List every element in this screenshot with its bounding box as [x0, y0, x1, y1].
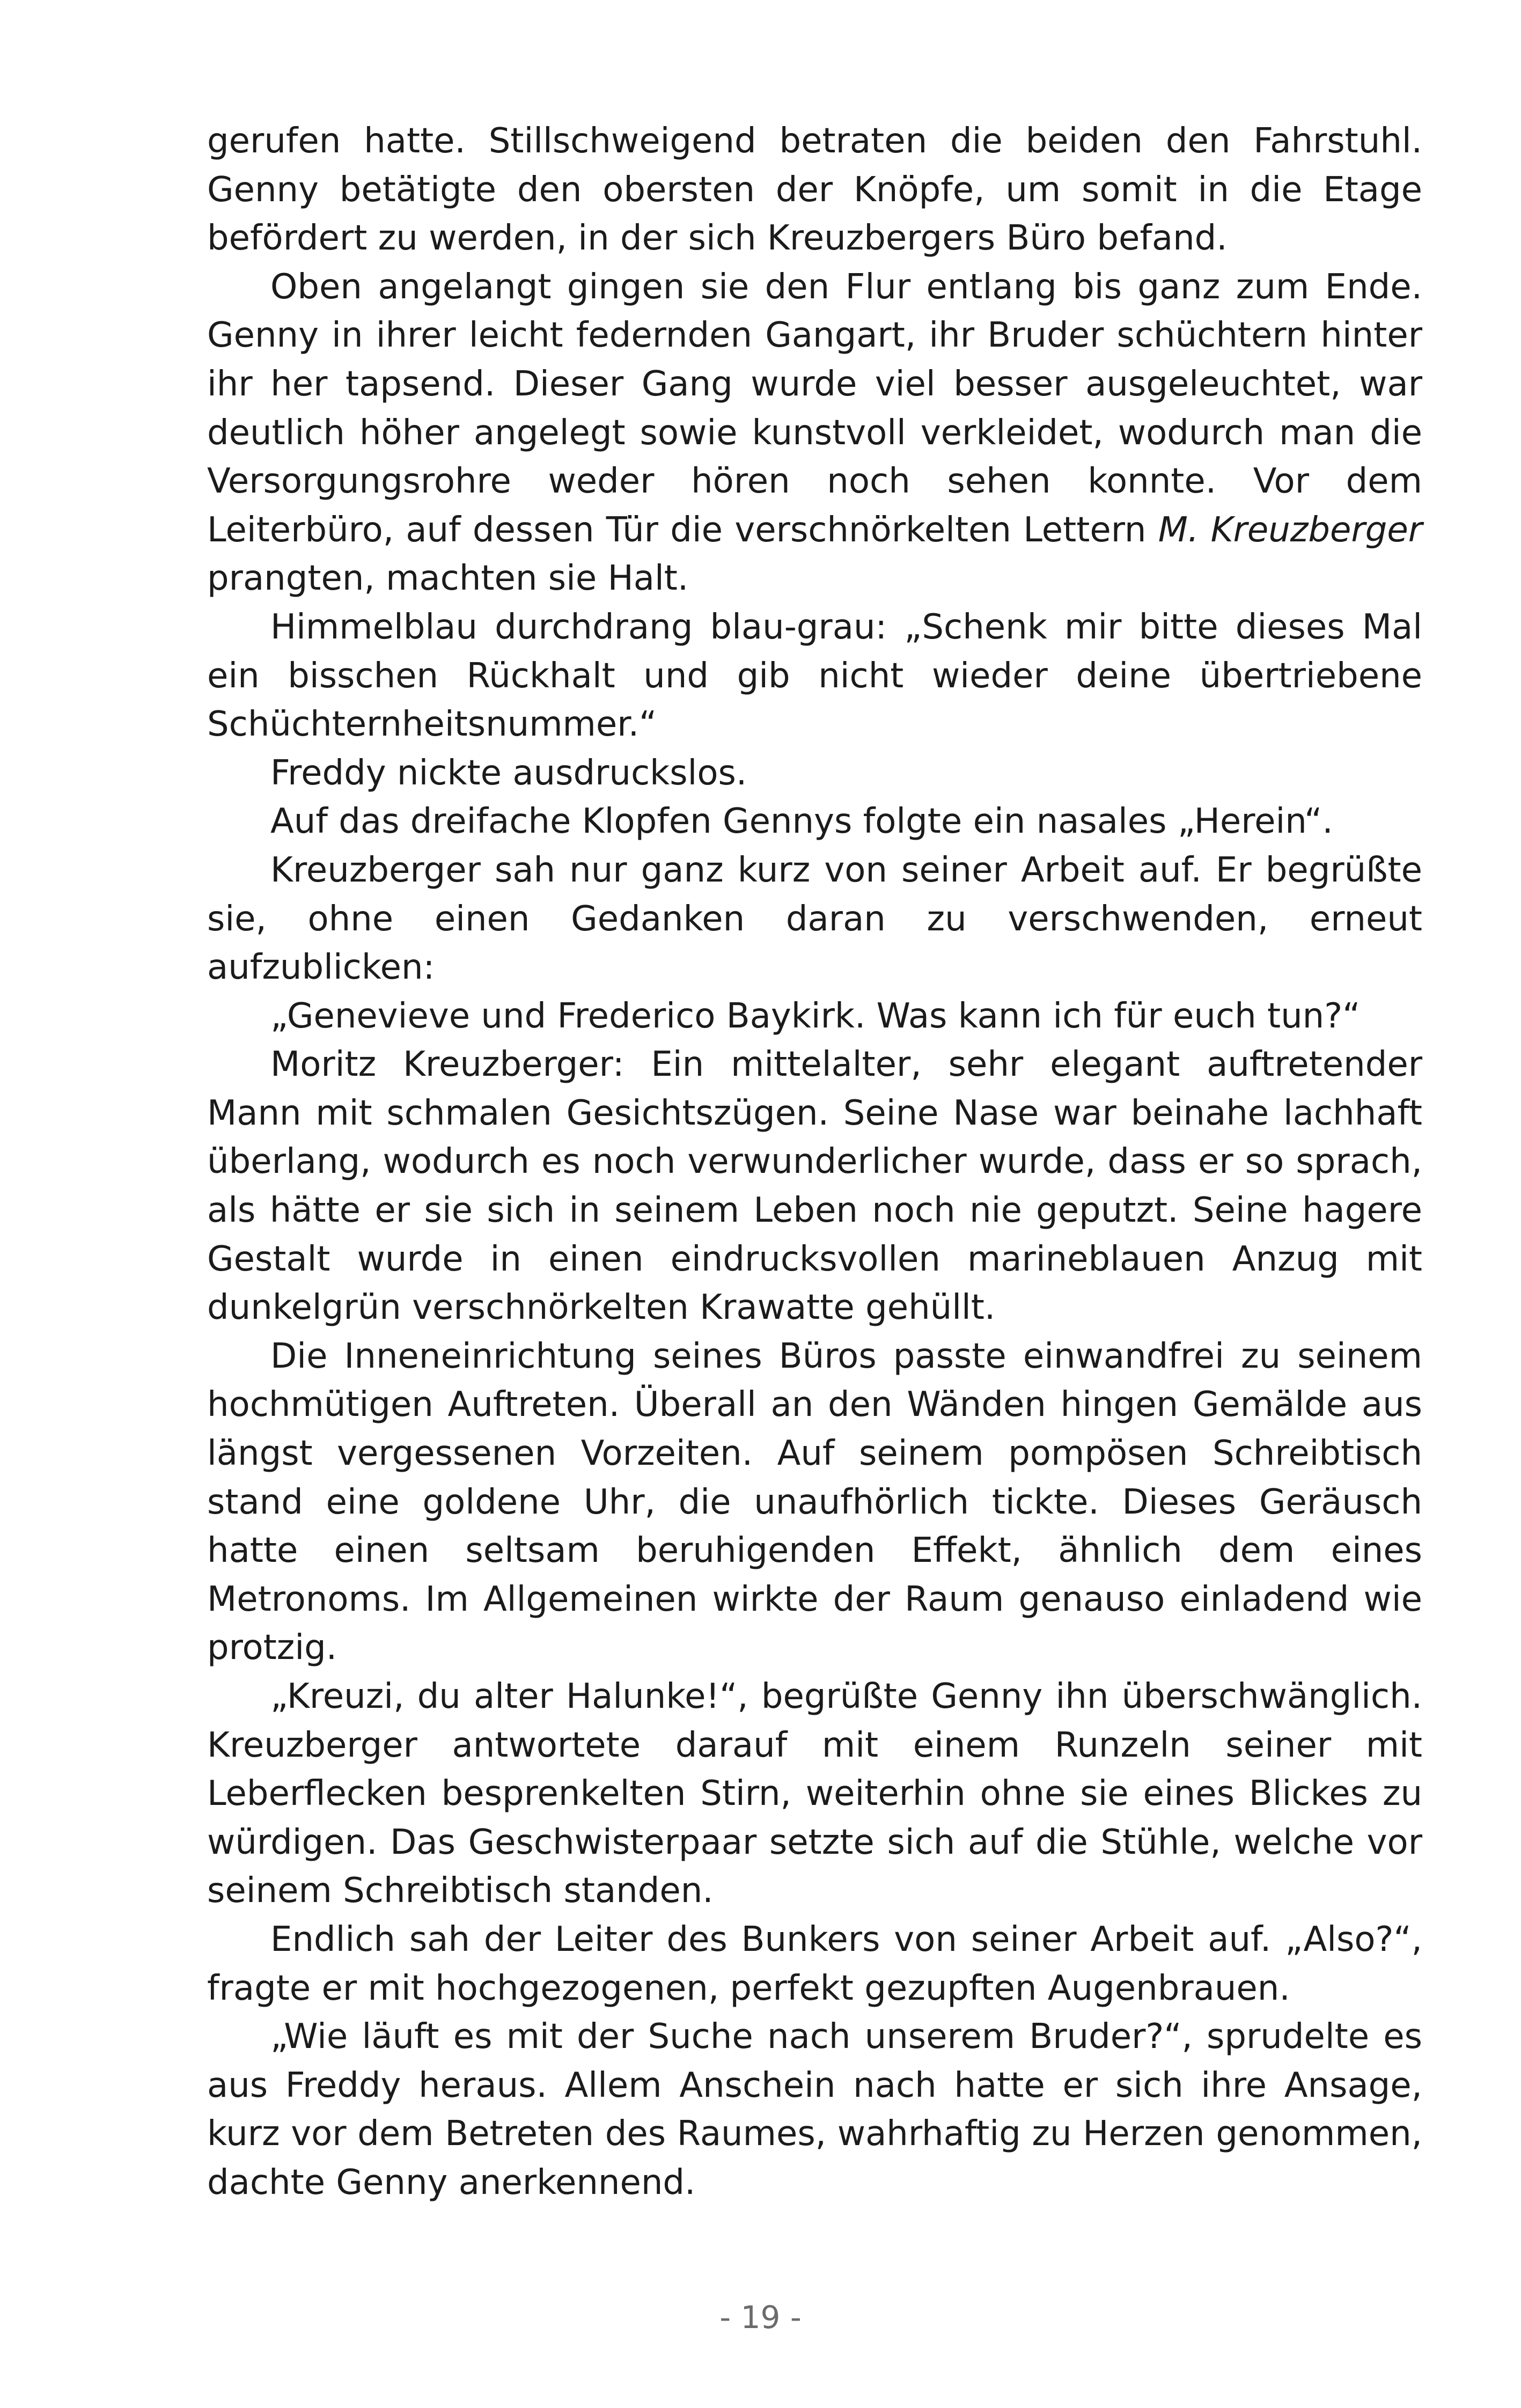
quote-line: „Genevieve und Frederico Baykirk. Was kann ich für euch tun?“: [270, 996, 1361, 1036]
body-text: [207, 117, 1422, 2207]
paragraph: Kreuzberger sah nur ganz kurz von seiner Arbeit auf. Er begrüßte sie, ohne einen Gedanken daran zu verschwenden, erneut aufzublicken:: [207, 850, 1422, 988]
italic-name: M. Kreuzberger: [1158, 510, 1423, 550]
paragraph: „Kreuzi, du alter Halunke!“, begrüßte Genny ihn überschwänglich. Kreuzberger antwortete darauf mit einem Runzeln seiner mit Leberflecken besprenkelten Stirn, weiterhin ohne sie eines Blickes zu würdigen. Das Geschwisterpaar setzte sich auf die Stühle, welche vor seinem Schreibtisch standen.: [207, 1677, 1422, 1911]
paragraph: Die Inneneinrichtung seines Büros passte einwandfrei zu seinem hochmütigen Auftreten. Überall an den Wänden hingen Gemälde aus längst vergessenen Vorzeiten. Auf seinem pompösen Schreibtisch stand eine goldene Uhr, die unaufhörlich tickte. Dieses Geräusch hatte einen seltsam beruhigenden Effekt, ähnlich dem eines Metronoms. Im Allgemeinen wirkte der Raum genauso einladend wie protzig.: [207, 1336, 1422, 1668]
page-number: - 19 -: [719, 2299, 802, 2336]
paragraph: gerufen hatte. Stillschweigend betraten die beiden den Fahrstuhl. Genny betätigte den obersten der Knöpfe, um somit in die Etage befördert zu werden, in der sich Kreuzbergers Büro befand.: [207, 121, 1422, 259]
paragraph: [207, 263, 1422, 603]
paragraph-text: prangten, machten sie Halt.: [207, 559, 689, 599]
paragraph: Freddy nickte ausdruckslos.: [270, 753, 747, 793]
paragraph: Auf das dreifache Klopfen Gennys folgte ein nasales „Herein“.: [270, 802, 1333, 842]
paragraph-text: Oben angelangt gingen sie den Flur entlang bis ganz zum Ende. Genny in ihrer leicht federnden Gangart, ihr Bruder schüchtern hinter ihr her tapsend. Dieser Gang wurde viel besser ausgeleuchtet, war deutlich höher angelegt sowie kunstvoll verkleidet, wodurch man die Versorgungsrohre weder hören noch sehen konnte. Vor dem Leiterbüro, auf dessen Tür die verschnörkelten Lettern: [207, 267, 1422, 550]
paragraph: Moritz Kreuzberger: Ein mittelalter, sehr elegant auftretender Mann mit schmalen Gesichtszügen. Seine Nase war beinahe lachhaft überlang, wodurch es noch verwunderlicher wurde, dass er so sprach, als hätte er sie sich in seinem Leben noch nie geputzt. Seine hagere Gestalt wurde in einen eindrucksvollen marineblauen Anzug mit dunkelgrün verschnörkelten Krawatte gehüllt.: [207, 1045, 1422, 1328]
paragraph: „Wie läuft es mit der Suche nach unserem Bruder?“, sprudelte es aus Freddy heraus. Allem Anschein nach hatte er sich ihre Ansage, kurz vor dem Betreten des Raumes, wahrhaftig zu Herzen genommen, dachte Genny anerkennend.: [207, 2017, 1422, 2203]
paragraph: Himmelblau durchdrang blau-grau: „Schenk mir bitte dieses Mal ein bisschen Rückhalt und gib nicht wieder deine übertriebene Schüchternheitsnummer.“: [207, 607, 1422, 745]
paragraph: Endlich sah der Leiter des Bunkers von seiner Arbeit auf. „Also?“, fragte er mit hochgezogenen, perfekt gezupften Augenbrauen.: [207, 1919, 1422, 2008]
